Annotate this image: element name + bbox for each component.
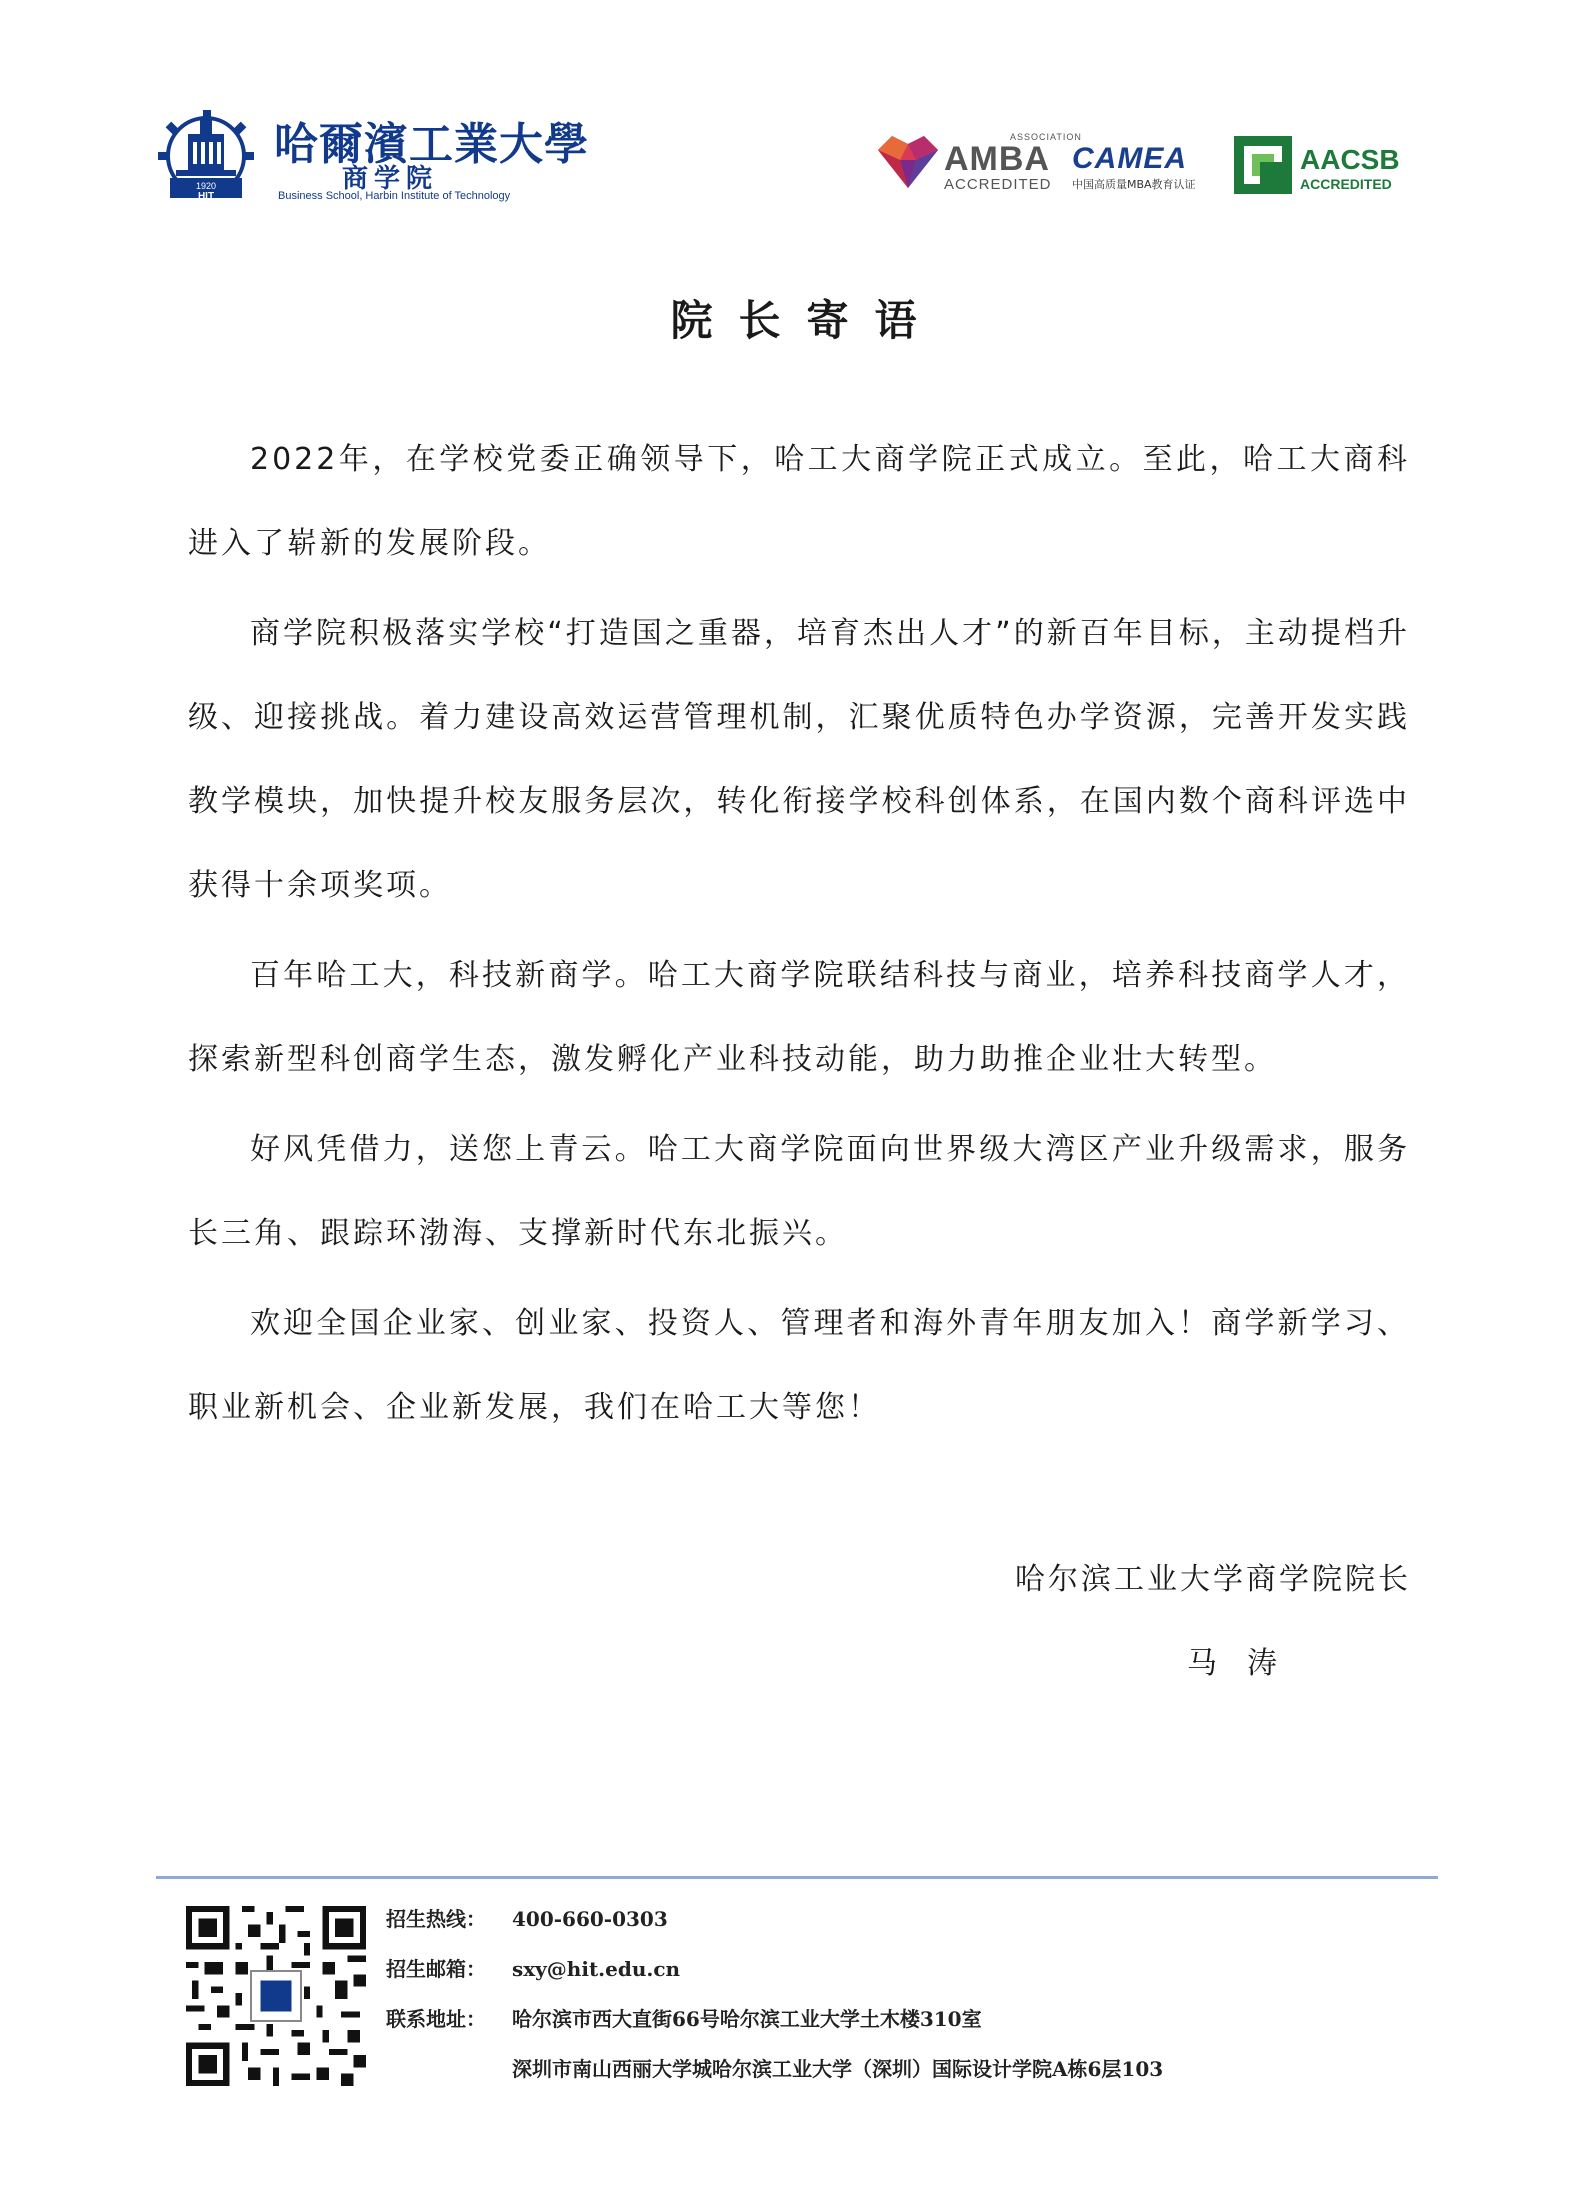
amba-gem-icon [878, 136, 938, 188]
email-value: sxy@hit.edu.cn [512, 1957, 681, 1981]
letter-title: 院长寄语 [670, 296, 943, 345]
school-name-en: Business School, Harbin Institute of Technology [278, 190, 511, 202]
footer-divider [156, 1876, 1438, 1879]
emblem-abbr: HIT [197, 191, 215, 202]
camea-subtitle: 中国高质量MBA教育认证 [1072, 178, 1196, 191]
amba-name: AMBA [944, 140, 1050, 178]
paragraph: 好风凭借力，送您上青云。哈工大商学院面向世界级大湾区产业升级需求，服务长三角、跟踪环渤海、支撑新时代东北振兴。 [188, 1132, 1410, 1251]
emblem-year: 1920 [195, 181, 217, 191]
signature-title: 哈尔滨工业大学商学院院长 [1015, 1562, 1411, 1597]
amba-association: ASSOCIATION [1010, 132, 1082, 142]
address-row [386, 2003, 982, 2032]
email-label: 招生邮箱： [386, 1957, 486, 1981]
hotline-label: 招生热线： [386, 1907, 486, 1931]
address-1: 哈尔滨市西大直街66号哈尔滨工业大学土木楼310室 [512, 2007, 982, 2031]
university-name: 哈爾濱工業大學 [274, 119, 589, 170]
paragraph: 2022年，在学校党委正确领导下，哈工大商学院正式成立。至此，哈工大商科进入了崭新的发展阶段。 [188, 442, 1410, 561]
aacsb-name: AACSB [1300, 144, 1400, 175]
aacsb-accreditation-logo [1234, 136, 1414, 194]
paragraph: 欢迎全国企业家、创业家、投资人、管理者和海外青年朋友加入！商学新学习、职业新机会、企业新发展，我们在哈工大等您！ [188, 1306, 1410, 1425]
signature-block [1015, 1538, 1411, 1706]
hotline-value: 400-660-0303 [512, 1907, 668, 1931]
address-2: 深圳市南山西丽大学城哈尔滨工业大学（深圳）国际设计学院A栋6层103 [512, 2057, 1164, 2081]
hit-business-school-logo [156, 106, 589, 202]
letter-body [188, 418, 1410, 1456]
camea-name: CAMEA [1072, 142, 1187, 175]
camea-accreditation-logo [1072, 142, 1232, 192]
amba-accreditation-logo [878, 132, 1082, 194]
email-row [386, 1953, 680, 1982]
aacsb-mark-icon [1234, 136, 1292, 194]
paragraph: 商学院积极落实学校“打造国之重器，培育杰出人才”的新百年目标，主动提档升级、迎接挑战。着力建设高效运营管理机制，汇聚优质特色办学资源，完善开发实践教学模块，加快提升校友服务层次，转化衔接学校科创体系，在国内数个商科评选中获得十余项奖项。 [188, 616, 1410, 903]
qr-code-icon [186, 1906, 366, 2086]
aacsb-status: ACCREDITED [1300, 176, 1392, 192]
paragraph: 百年哈工大，科技新商学。哈工大商学院联结科技与商业，培养科技商学人才，探索新型科创商学生态，激发孵化产业科技动能，助力助推企业壮大转型。 [188, 958, 1410, 1077]
hotline-row [386, 1903, 668, 1932]
school-name: 商学院 [341, 164, 438, 194]
signature-name: 马涛 [1187, 1646, 1307, 1681]
address-label: 联系地址： [386, 2007, 486, 2031]
amba-status: ACCREDITED [944, 176, 1052, 193]
